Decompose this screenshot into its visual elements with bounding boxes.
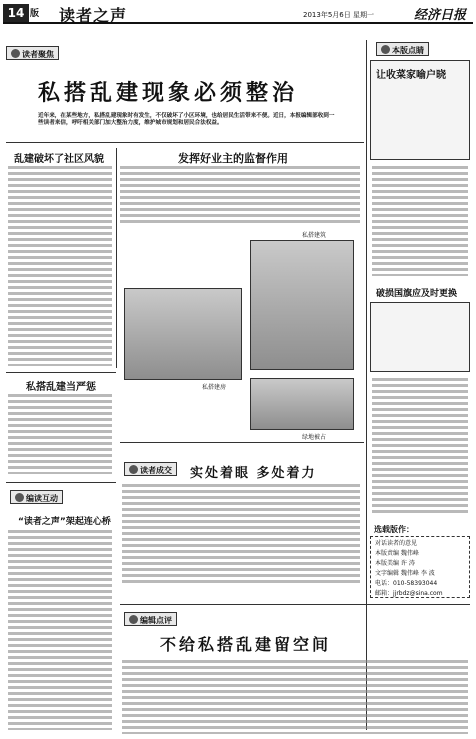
chat-icon <box>129 465 138 474</box>
photo-caption-1: 私搭建房 <box>202 384 227 391</box>
lead-paragraph: 近年来，在某些地方，私搭乱建现象时有发生，不仅破坏了小区环境，也给居民生活带来不便。近日，本报编辑部收到一些读者来信，呼吁相关部门加大整治力度，维护城市规划和居民合法权益。 <box>38 113 335 126</box>
right-column-body <box>372 166 468 276</box>
photo-buildings <box>124 288 242 380</box>
info-line-4: 文字编辑 魏伟峰 李 波 <box>375 570 435 577</box>
newspaper-logo: 经济日报 <box>414 8 467 23</box>
photo-green <box>250 378 354 430</box>
divider <box>6 372 116 373</box>
divider <box>6 142 364 143</box>
tag-reader-dialog: 读者成交 <box>124 462 177 476</box>
divider <box>120 604 470 605</box>
article-3-body <box>8 394 112 474</box>
article-4-title: “读者之声”架起连心桥 <box>18 517 111 527</box>
right-column-title: 让收菜家喻户晓 <box>376 70 446 81</box>
article-3-title: 私搭乱建当严惩 <box>26 382 96 393</box>
section-title: 读者之声 <box>59 6 128 25</box>
info-box-title: 选载版作： <box>374 525 414 534</box>
tag-editor-note: 编读互动 <box>10 490 63 504</box>
photo-caption-3: 绿地被占 <box>302 434 327 441</box>
megaphone-icon <box>381 45 390 54</box>
pen-icon <box>11 49 20 58</box>
main-headline: 私搭乱建现象必须整治 <box>38 81 299 106</box>
page-header <box>3 2 473 24</box>
article-1-body <box>8 166 112 366</box>
info-box <box>370 536 470 598</box>
right-column-title-2: 破损国旗应及时更换 <box>376 289 458 299</box>
issue-date: 2013年5月6日 星期一 <box>303 11 374 19</box>
column-divider <box>366 40 367 730</box>
page-number-suffix: 版 <box>30 9 40 19</box>
info-line-1: 对话读者的意见 <box>375 540 418 547</box>
info-line-5: 电话：010-58393044 <box>375 580 438 587</box>
right-column-body-2 <box>372 378 468 514</box>
article-2-title: 发挥好业主的监督作用 <box>178 152 288 165</box>
info-line-2: 本版责编 魏伟峰 <box>375 550 419 557</box>
tag-commentary: 编辑点评 <box>124 612 177 626</box>
tag-reader-focus: 读者聚焦 <box>6 46 59 60</box>
center-body <box>122 484 360 584</box>
bottom-body <box>122 660 468 734</box>
divider <box>6 482 116 483</box>
divider <box>120 442 364 443</box>
article-2-body <box>120 166 360 226</box>
cartoon-flag <box>370 302 470 372</box>
bottom-headline: 不给私搭乱建留空间 <box>160 635 332 654</box>
bell-icon <box>15 493 24 502</box>
quote-icon <box>129 615 138 624</box>
column-divider <box>116 148 117 368</box>
tag-editor-column: 本版点睛 <box>376 42 429 56</box>
article-4-body <box>8 530 112 730</box>
page-number: 14 <box>3 4 29 22</box>
photo-caption-2: 私搭建筑 <box>302 232 327 239</box>
center-headline: 实处着眼 多处着力 <box>190 466 317 481</box>
photo-villa <box>250 240 354 370</box>
article-1-title: 乱建破坏了社区风貌 <box>14 154 104 165</box>
info-line-6: 邮箱：jjrbdz@sina.com <box>375 590 443 597</box>
info-line-3: 本版美编 许 涛 <box>375 560 415 567</box>
